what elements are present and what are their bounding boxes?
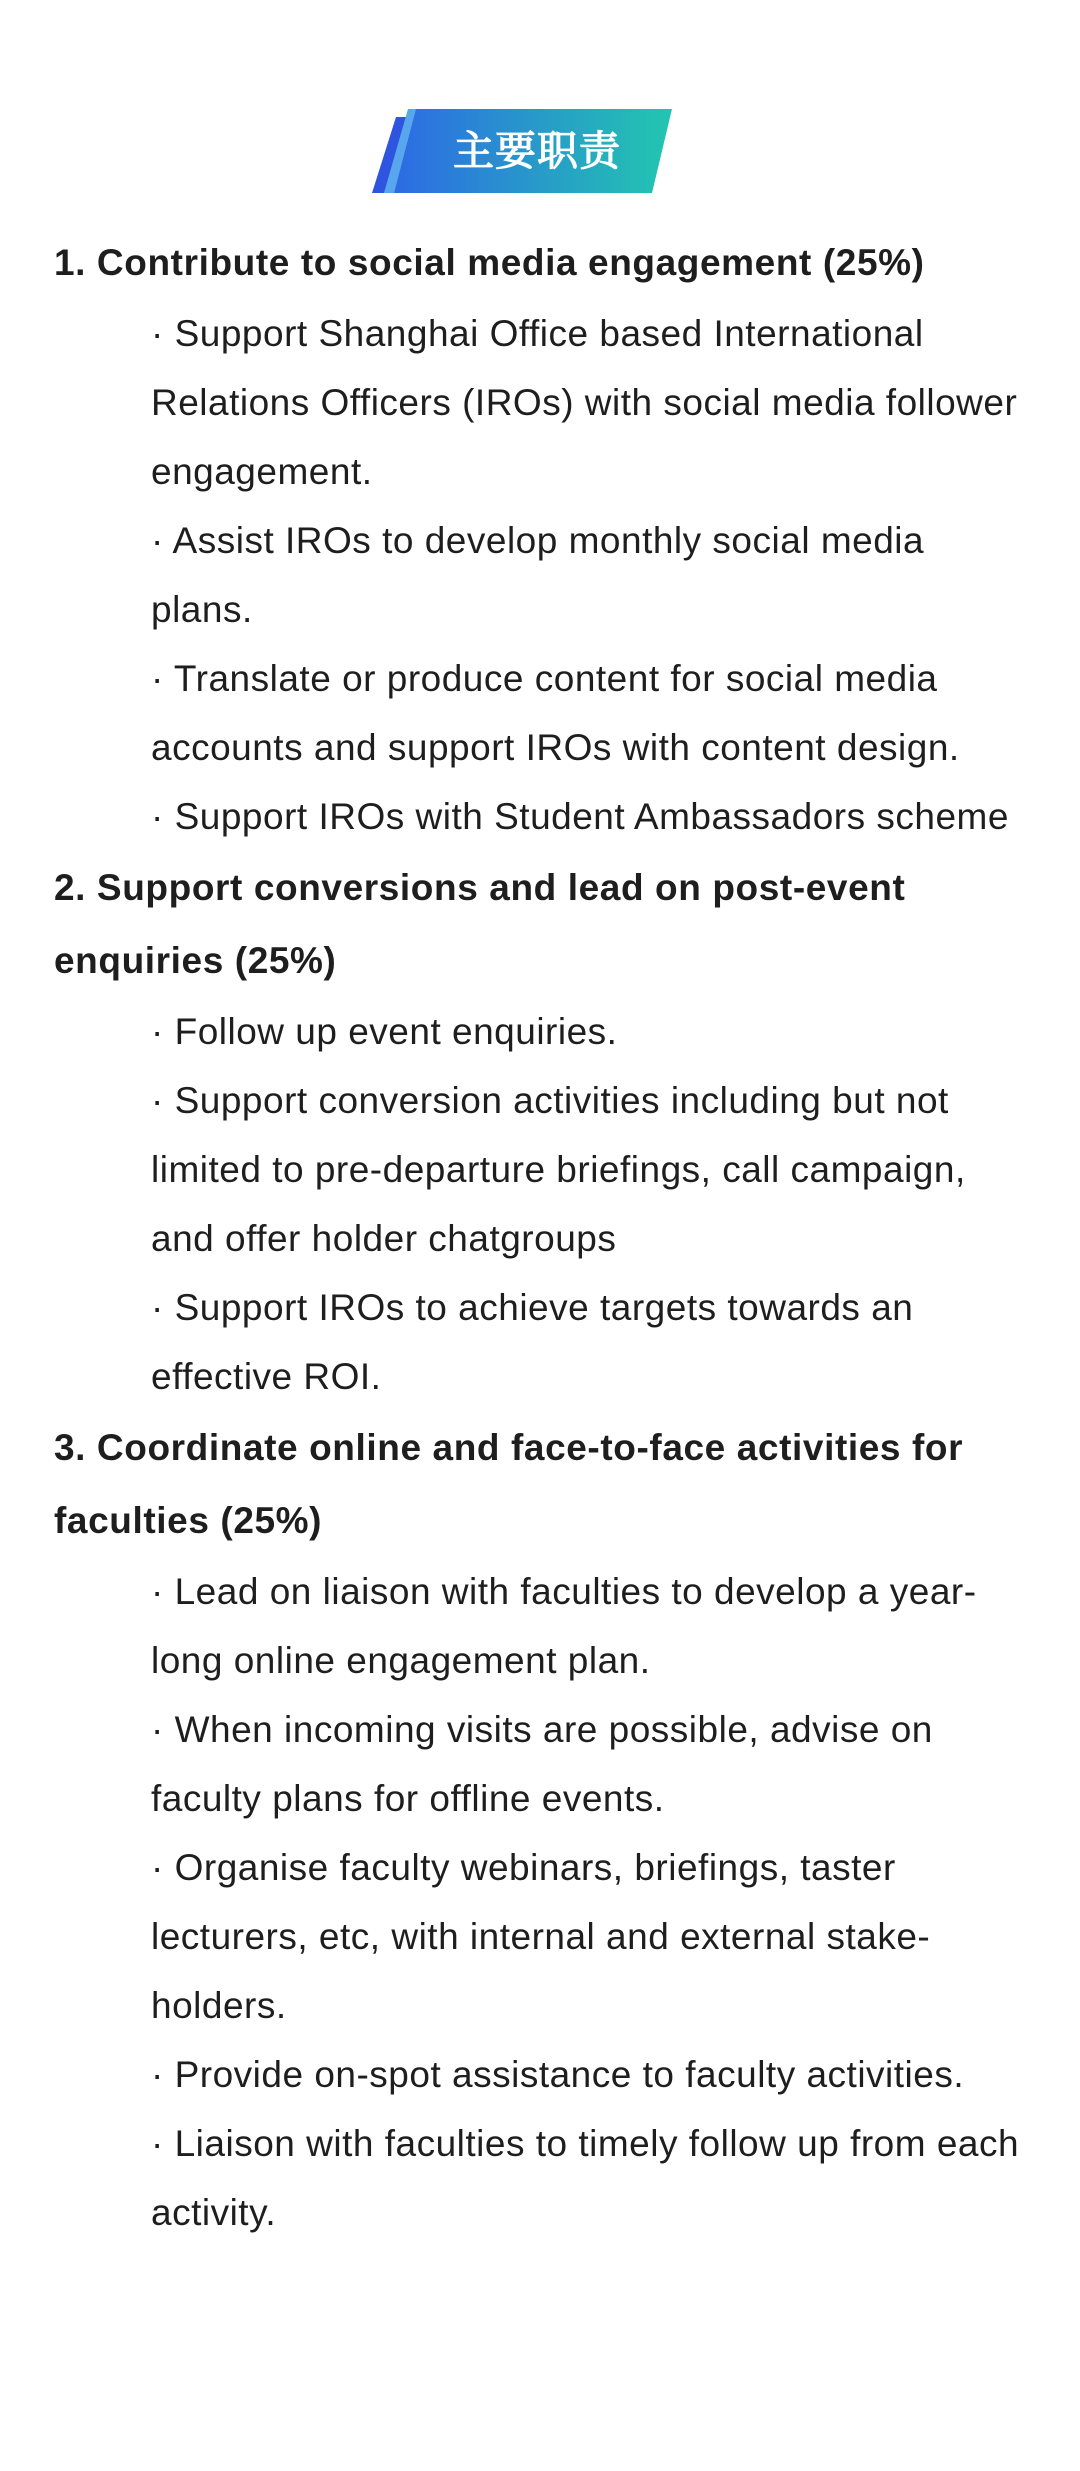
section-heading: 2. Support conversions and lead on post-event enquiries (25%)	[54, 867, 906, 981]
section-banner	[0, 105, 1080, 197]
bullet-item: · Lead on liaison with faculties to develop a year-long online engagement plan.	[151, 1571, 977, 1681]
bullet-list	[151, 997, 1024, 1411]
section-social-media	[54, 226, 1024, 851]
bullet-item: · Support conversion activities including but not limited to pre-departure briefings, call campaign, and offer holder chatgroups	[151, 1080, 966, 1259]
section-faculties	[54, 1411, 1024, 2247]
bullet-item: · Support Shanghai Office based International Relations Officers (IROs) with social media follower engagement.	[151, 313, 1018, 492]
section-heading: 3. Coordinate online and face-to-face activities for faculties (25%)	[54, 1427, 964, 1541]
bullet-item: · Liaison with faculties to timely follow up from each activity.	[151, 2123, 1020, 2233]
bullet-item: · Support IROs with Student Ambassadors scheme	[151, 796, 1009, 837]
bullet-item: · Translate or produce content for social media accounts and support IROs with content design.	[151, 658, 960, 768]
bullet-item: · Follow up event enquiries.	[151, 1011, 618, 1052]
bullet-list	[151, 1557, 1024, 2247]
bullet-item: · Assist IROs to develop monthly social media plans.	[151, 520, 925, 630]
section-conversions	[54, 851, 1024, 1411]
bullet-item: · When incoming visits are possible, advise on faculty plans for offline events.	[151, 1709, 933, 1819]
responsibilities-content	[54, 226, 1024, 2247]
bullet-item: · Organise faculty webinars, briefings, taster lecturers, etc, with internal and external stakeholders.	[151, 1847, 930, 2026]
bullet-item: · Provide on-spot assistance to faculty activities.	[151, 2054, 965, 2095]
banner-title: 主要职责	[453, 127, 621, 175]
bullet-list	[151, 299, 1024, 851]
section-heading: 1. Contribute to social media engagement (25%)	[54, 242, 925, 283]
bullet-item: · Support IROs to achieve targets towards an effective ROI.	[151, 1287, 914, 1397]
